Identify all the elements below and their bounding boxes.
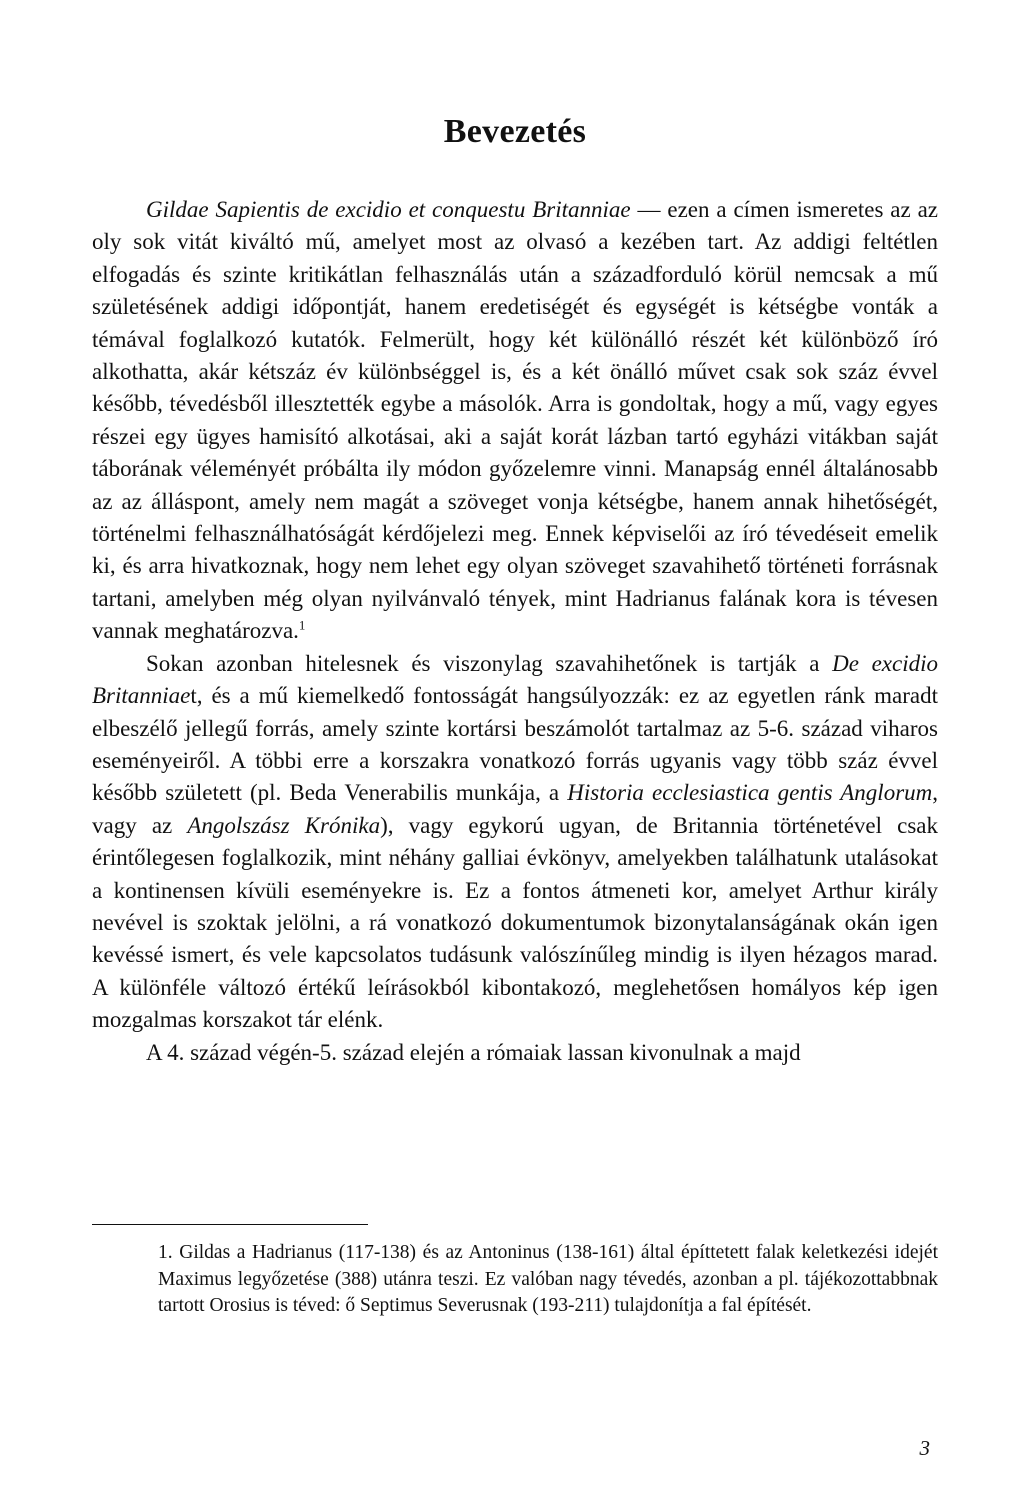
work-title-italic: Historia ecclesiastica gentis Anglorum xyxy=(567,780,933,806)
footnote-reference[interactable]: 1 xyxy=(298,617,306,633)
paragraph-1 xyxy=(92,194,938,648)
document-page xyxy=(92,0,938,1487)
work-title-italic: De excidio Britanniae xyxy=(92,650,939,709)
paragraph-3 xyxy=(92,1037,938,1069)
page-title: Bevezetés xyxy=(443,113,587,150)
footnote-1: 1. Gildas a Hadrianus (117-138) és az Antoninus (138-161) által építtetett falak keletkezési idejét Maximus legyőzetése (388) utánra teszi. Ez valóban nagy tévedés, azonban a pl. tájékozottabbnak tartott Orosius is téved: ő Septimus Severusnak (193-211) tulajdonítja a fal építését. xyxy=(158,1242,938,1316)
paragraph-2-text-c: , vagy az xyxy=(92,780,939,838)
paragraph-2-text-b: t, és a mű kiemelkedő fontosságát hangsúlyozzák: ez az egyetlen ránk maradt elbeszélő jellegű forrás, amely szinte kortársi beszámolót tartalmaz az 5-6. század viharos eseményeiről. A többi erre a korszakra vonatkozó forrás ugyanis vagy több száz évvel később született (pl. Beda Venerabilis munkája, a xyxy=(92,683,938,806)
main-text xyxy=(92,194,938,1069)
paragraph-2 xyxy=(92,648,938,1037)
paragraph-3-text: A 4. század végén-5. század elején a rómaiak lassan kivonulnak a majd xyxy=(146,1039,801,1065)
paragraph-2-text-a: Sokan azonban hitelesnek és viszonylag szavahihetőnek is tartják a xyxy=(146,650,833,676)
footnote-divider xyxy=(92,1224,368,1225)
work-title-italic: Angolszász Krónika xyxy=(187,812,381,838)
paragraph-1-text: — ezen a címen ismeretes az az oly sok vitát kiváltó mű, amelyet most az olvasó a kezében tart. Az addigi feltétlen elfogadás és szinte kritikátlan felhasználás után a századforduló körül nemcsak a mű születésének addigi időpontját, hanem eredetiségét és egységét is kétségbe vonták a témával foglalkozó kutatók. Felmerült, hogy két különálló részét két különböző író alkothatta, akár kétszáz év különbséggel is, és a két önálló művet csak sok száz évvel később, tévedésből illesztették egybe a másolók. Arra is gondoltak, hogy a mű, vagy egyes részei egy ügyes hamisító alkotásai, aki a saját korát lázban tartó egyházi vitákban saját táborának véleményét próbálta ily módon győzelemre vinni. Manapság ennél általánosabb az az álláspont, amely nem magát a szöveget vonja kétségbe, hanem annak hihetőségét, történelmi felhasználhatóságát kérdőjelezi meg. Ennek képviselői az író tévedéseit emelik ki, és arra hivatkoznak, hogy nem lehet egy olyan szöveget szavahihető történeti forrásnak tartani, amelyben még olyan nyilvánvaló tények, mint Hadrianus falának kora is tévesen vannak meghatározva. xyxy=(92,197,938,644)
work-title-italic: Gildae Sapientis de excidio et conquestu Britanniae xyxy=(146,197,631,222)
paragraph-2-text-d: ), vagy egykorú ugyan, de Britannia történetével csak érintőlegesen foglalkozik, mint néhány galliai évkönyv, amelyekben találhatunk utalásokat a kontinensen kívüli eseményekre is. Ez a fontos átmeneti kor, amelyet Arthur király nevével is szoktak jelölni, a rá vonatkozó dokumentumok bizonytalanságának okán igen kevéssé ismert, és vele kapcsolatos tudásunk valószínűleg mindig is ilyen hézagos marad. A különféle változó értékű leírásokból kibontakozó, meglehetősen homályos kép igen mozgalmas korszakot tár elénk. xyxy=(92,812,938,1033)
page-number: 3 xyxy=(919,1436,930,1460)
